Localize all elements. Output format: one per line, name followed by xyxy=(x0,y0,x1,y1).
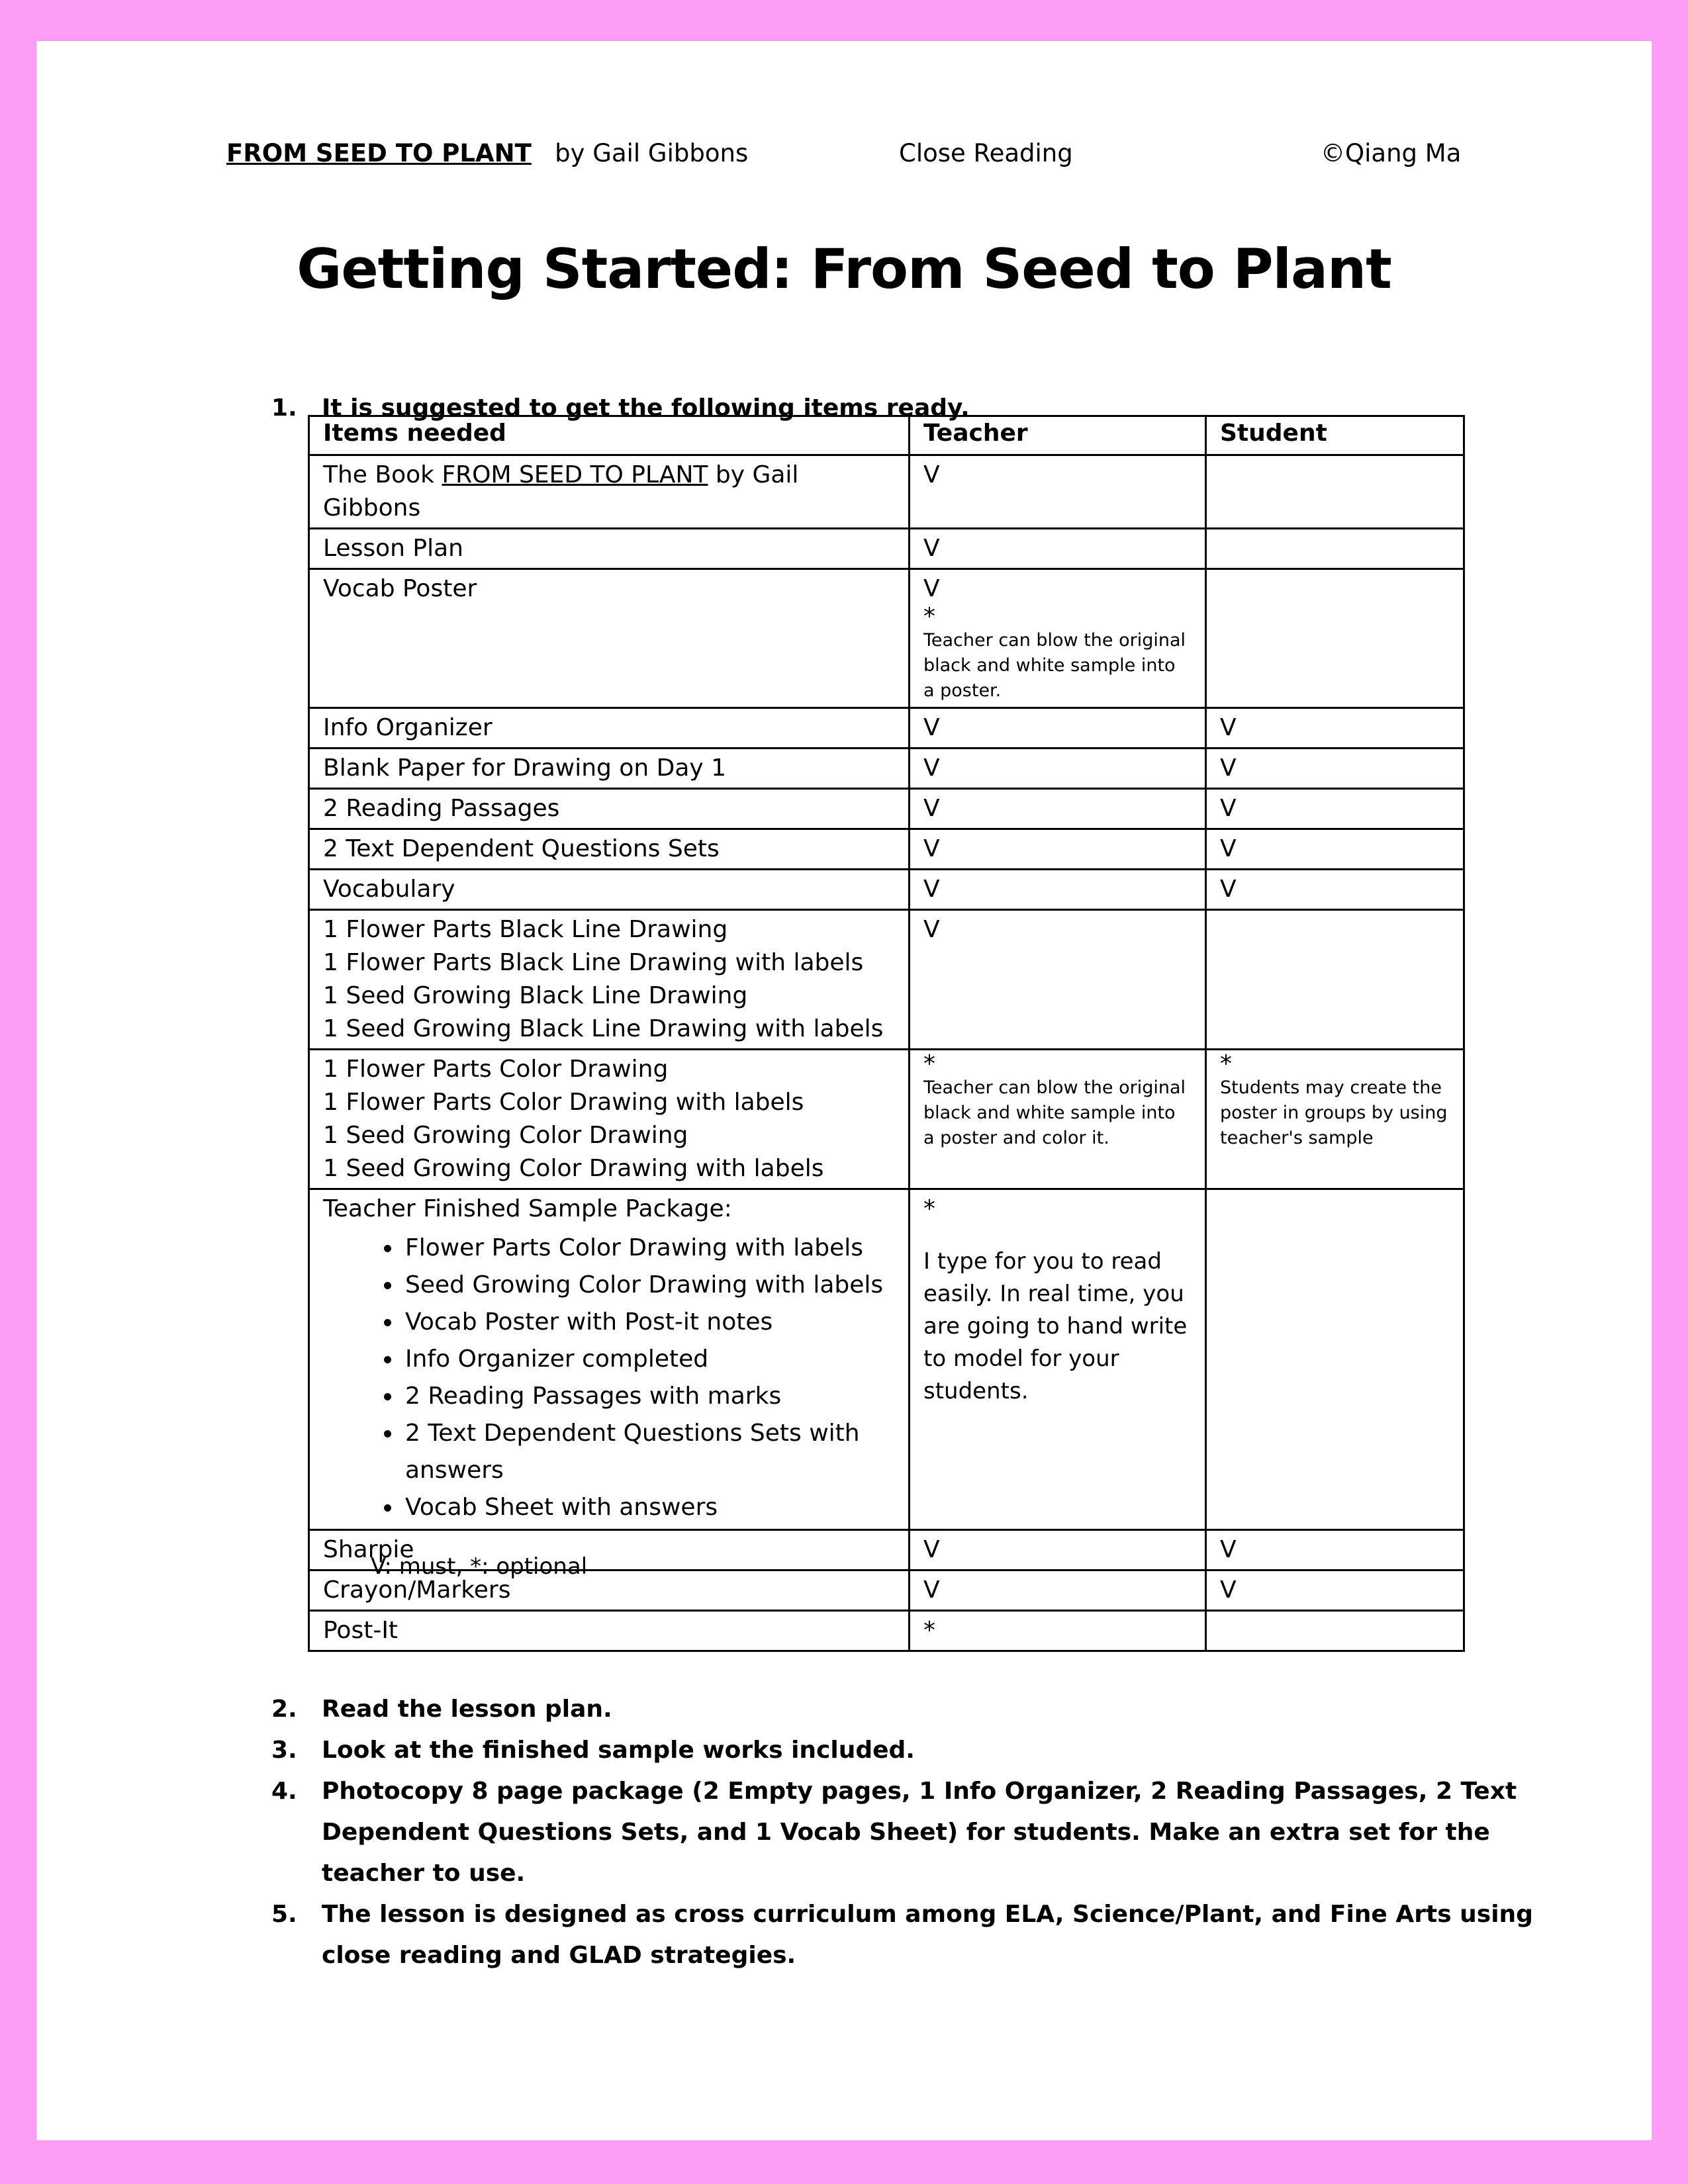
table-header-row xyxy=(309,416,1464,455)
item-line: 1 Flower Parts Color Drawing with labels xyxy=(323,1089,804,1116)
header-book-title: FROM SEED TO PLANT xyxy=(226,139,532,167)
optional-mark: * xyxy=(1220,1050,1232,1077)
student-cell: V xyxy=(1206,870,1464,910)
item-line: 1 Seed Growing Color Drawing xyxy=(323,1122,688,1149)
step-text: Look at the finished sample works included. xyxy=(322,1737,915,1764)
item-cell xyxy=(309,910,910,1050)
table-legend: V: must, *: optional xyxy=(371,1553,588,1580)
list-item: • Vocab Poster with Post-it notes xyxy=(402,1304,895,1341)
step-5 xyxy=(271,1894,1536,1976)
table-row xyxy=(309,870,1464,910)
item-line: 1 Seed Growing Black Line Drawing with labels xyxy=(323,1015,884,1042)
step-text: It is suggested to get the following items ready. xyxy=(322,394,970,422)
student-cell xyxy=(1206,1611,1464,1651)
student-cell xyxy=(1206,529,1464,569)
book-title: FROM SEED TO PLANT xyxy=(442,461,708,488)
item-line: 1 Seed Growing Black Line Drawing xyxy=(323,982,748,1009)
table-row xyxy=(309,1611,1464,1651)
list-item: • Info Organizer completed xyxy=(402,1341,895,1378)
book-suffix: by Gail Gibbons xyxy=(323,461,799,522)
item-cell: Info Organizer xyxy=(309,708,910,749)
teacher-mark: V xyxy=(923,575,940,602)
header-left xyxy=(226,139,748,167)
page-title: Getting Started: From Seed to Plant xyxy=(297,237,1391,301)
table-row xyxy=(309,789,1464,829)
teacher-note: I type for you to read easily. In real time, you are going to hand write to model for your students. xyxy=(923,1248,1188,1404)
student-cell: V xyxy=(1206,708,1464,749)
student-cell xyxy=(1206,910,1464,1050)
list-item: • Vocab Sheet with answers xyxy=(402,1489,895,1526)
item-cell: 2 Text Dependent Questions Sets xyxy=(309,829,910,870)
student-cell xyxy=(1206,1189,1464,1530)
package-list xyxy=(323,1230,895,1526)
step-number: 3. xyxy=(271,1737,297,1764)
list-item: • Flower Parts Color Drawing with labels xyxy=(402,1230,895,1267)
item-cell: 2 Reading Passages xyxy=(309,789,910,829)
header-student: Student xyxy=(1206,416,1464,455)
document-page xyxy=(36,41,1652,2140)
item-cell: Post-It xyxy=(309,1611,910,1651)
step-text: The lesson is designed as cross curriculum among ELA, Science/Plant, and Fine Arts using close reading and GLAD strategies. xyxy=(322,1901,1533,1969)
table-row xyxy=(309,1189,1464,1530)
step-number: 4. xyxy=(271,1778,297,1805)
table-row xyxy=(309,529,1464,569)
step-number: 5. xyxy=(271,1901,297,1928)
optional-mark: * xyxy=(923,1050,935,1077)
step-text: Photocopy 8 page package (2 Empty pages, 1 Info Organizer, 2 Reading Passages, 2 Text Dependent Questions Sets, and 1 Vocab Sheet) for students. Make an extra set for the teacher to use. xyxy=(322,1778,1517,1887)
item-cell: Vocab Poster xyxy=(309,569,910,708)
header-teacher: Teacher xyxy=(910,416,1206,455)
table-row xyxy=(309,455,1464,529)
student-cell: V xyxy=(1206,829,1464,870)
header-items-needed: Items needed xyxy=(309,416,910,455)
list-item: • 2 Reading Passages with marks xyxy=(402,1378,895,1415)
step-3 xyxy=(271,1730,1536,1771)
item-cell: Lesson Plan xyxy=(309,529,910,569)
item-cell xyxy=(309,1189,910,1530)
table-row xyxy=(309,749,1464,789)
item-cell: Vocabulary xyxy=(309,870,910,910)
optional-mark: * xyxy=(923,1195,935,1222)
student-cell xyxy=(1206,455,1464,529)
teacher-note: Teacher can blow the original black and white sample into a poster and color it. xyxy=(923,1077,1186,1148)
teacher-cell: V xyxy=(910,749,1206,789)
list-item: • Seed Growing Color Drawing with labels xyxy=(402,1267,895,1304)
student-cell: V xyxy=(1206,1530,1464,1570)
step-number: 1. xyxy=(271,394,297,422)
step-text: Read the lesson plan. xyxy=(322,1696,612,1723)
student-cell xyxy=(1206,1050,1464,1189)
teacher-cell: V xyxy=(910,870,1206,910)
student-note: Students may create the poster in groups by using teacher's sample xyxy=(1220,1077,1448,1148)
teacher-cell xyxy=(910,569,1206,708)
header-center: Close Reading xyxy=(899,139,1073,167)
teacher-cell: V xyxy=(910,529,1206,569)
table-row xyxy=(309,569,1464,708)
page-header xyxy=(36,139,1652,179)
items-table xyxy=(308,415,1465,1652)
teacher-cell: V xyxy=(910,910,1206,1050)
teacher-cell: V xyxy=(910,455,1206,529)
list-item: • 2 Text Dependent Questions Sets with answers xyxy=(402,1415,895,1489)
item-cell: Sharpie xyxy=(309,1530,910,1570)
step-2 xyxy=(271,1689,1536,1730)
item-cell: Blank Paper for Drawing on Day 1 xyxy=(309,749,910,789)
table-row xyxy=(309,1050,1464,1189)
item-line: 1 Flower Parts Black Line Drawing xyxy=(323,916,728,943)
book-prefix: The Book xyxy=(323,461,442,488)
student-cell: V xyxy=(1206,789,1464,829)
teacher-cell: V xyxy=(910,829,1206,870)
table-row xyxy=(309,708,1464,749)
package-heading: Teacher Finished Sample Package: xyxy=(323,1195,732,1222)
item-cell xyxy=(309,455,910,529)
teacher-cell: V xyxy=(910,708,1206,749)
student-cell: V xyxy=(1206,1570,1464,1611)
optional-mark: * xyxy=(923,603,935,630)
step-4 xyxy=(271,1771,1536,1894)
student-cell: V xyxy=(1206,749,1464,789)
teacher-cell: * xyxy=(910,1611,1206,1651)
teacher-cell: V xyxy=(910,1570,1206,1611)
table-row xyxy=(309,910,1464,1050)
teacher-cell xyxy=(910,1189,1206,1530)
table-row xyxy=(309,829,1464,870)
student-cell xyxy=(1206,569,1464,708)
item-cell xyxy=(309,1050,910,1189)
teacher-cell: V xyxy=(910,1530,1206,1570)
header-author: by Gail Gibbons xyxy=(555,139,749,167)
step-number: 2. xyxy=(271,1696,297,1723)
item-line: 1 Seed Growing Color Drawing with labels xyxy=(323,1155,824,1182)
teacher-cell xyxy=(910,1050,1206,1189)
teacher-note: Teacher can blow the original black and white sample into a poster. xyxy=(923,630,1186,701)
item-line: 1 Flower Parts Color Drawing xyxy=(323,1056,669,1083)
item-line: 1 Flower Parts Black Line Drawing with labels xyxy=(323,949,864,976)
teacher-cell: V xyxy=(910,789,1206,829)
item-cell: Crayon/Markers xyxy=(309,1570,910,1611)
header-copyright: ©Qiang Ma xyxy=(1321,139,1462,167)
